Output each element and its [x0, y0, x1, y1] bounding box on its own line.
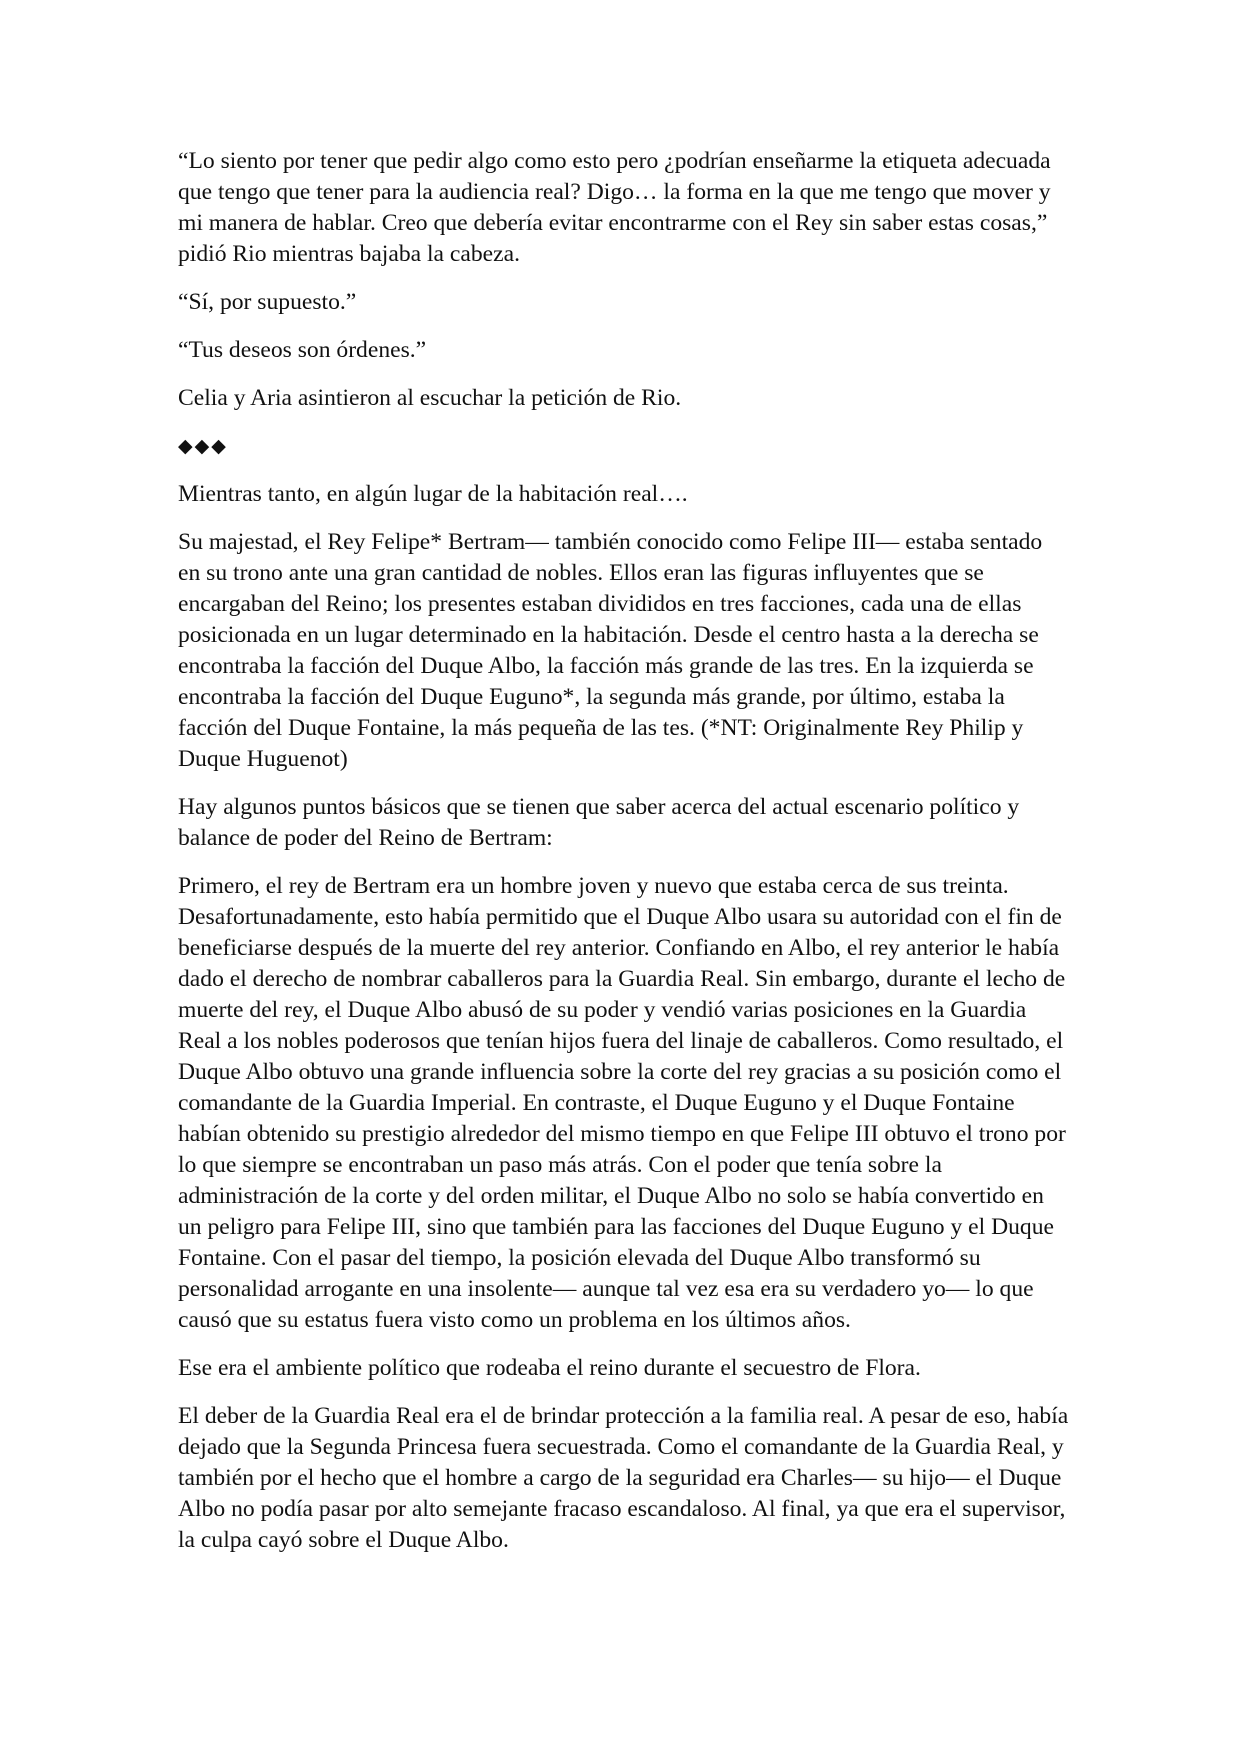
paragraph-reply-aria: “Tus deseos son órdenes.” — [178, 337, 427, 363]
scene-separator: ◆◆◆ — [178, 436, 228, 457]
paragraph-first-point: Primero, el rey de Bertram era un hombre joven y nuevo que estaba cerca de sus treinta. Desafortunadamente, esto había permitido que el Duque Albo usara su autoridad con el fin de beneficiarse después de la muerte del rey anterior. Confiando en Albo, el rey anterior le había dado el derecho de nombrar caballeros para la Guardia Real. Sin embargo, durante el lecho de muerte del rey, el Duque Albo abusó de su poder y vendió varias posiciones en la Guardia Real a los nobles poderosos que tenían hijos fuera del linaje de caballeros. Como resultado, el Duque Albo obtuvo una grande influencia sobre la corte del rey gracias a su posición como el comandante de la Guardia Imperial. En contraste, el Duque Euguno y el Duque Fontaine habían obtenido su prestigio alrededor del mismo tiempo en que Felipe III obtuvo el trono por lo que siempre se encontraban un paso más atrás. Con el poder que tenía sobre la administración de la corte y del orden militar, el Duque Albo no solo se había convertido en un peligro para Felipe III, sino que también para las facciones del Duque Euguno y el Duque Fontaine. Con el pasar del tiempo, la posición elevada del Duque Albo transformó su personalidad arrogante en una insolente— aunque tal vez esa era su verdadero yo— lo que causó que su estatus fuera visto como un problema en los últimos años. — [178, 873, 1066, 1333]
paragraph-political-climate: Ese era el ambiente político que rodeaba el reino durante el secuestro de Flora. — [178, 1355, 921, 1381]
document-body — [178, 146, 1070, 1573]
paragraph-royal-guard-duty: El deber de la Guardia Real era el de brindar protección a la familia real. A pesar de eso, había dejado que la Segunda Princesa fuera secuestrada. Como el comandante de la Guardia Real, y también por el hecho que el hombre a cargo de la seguridad era Charles— su hijo— el Duque Albo no podía pasar por alto semejante fracaso escandaloso. Al final, ya que era el supervisor, la culpa cayó sobre el Duque Albo. — [178, 1403, 1069, 1553]
paragraph-reply-celia: “Sí, por supuesto.” — [178, 289, 357, 315]
paragraph-king-factions: Su majestad, el Rey Felipe* Bertram— también conocido como Felipe III— estaba sentado en su trono ante una gran cantidad de nobles. Ellos eran las figuras influyentes que se encargaban del Reino; los presentes estaban divididos en tres facciones, cada una de ellas posicionada en un lugar determinado en la habitación. Desde el centro hasta a la derecha se encontraba la facción del Duque Albo, la facción más grande de las tres. En la izquierda se encontraba la facción del Duque Euguno*, la segunda más grande, por último, estaba la facción del Duque Fontaine, la más pequeña de las tes. (*NT: Originalmente Rey Philip y Duque Huguenot) — [178, 529, 1043, 772]
paragraph-rio-request: “Lo siento por tener que pedir algo como esto pero ¿podrían enseñarme la etiqueta adecuada que tengo que tener para la audiencia real? Digo… la forma en la que me tengo que mover y mi manera de hablar. Creo que debería evitar encontrarme con el Rey sin saber estas cosas,” pidió Rio mientras bajaba la cabeza. — [178, 148, 1051, 267]
paragraph-nod: Celia y Aria asintieron al escuchar la petición de Rio. — [178, 385, 682, 411]
paragraph-basic-points: Hay algunos puntos básicos que se tienen que saber acerca del actual escenario político y balance de poder del Reino de Bertram: — [178, 794, 1020, 851]
paragraph-meanwhile: Mientras tanto, en algún lugar de la habitación real…. — [178, 481, 688, 507]
